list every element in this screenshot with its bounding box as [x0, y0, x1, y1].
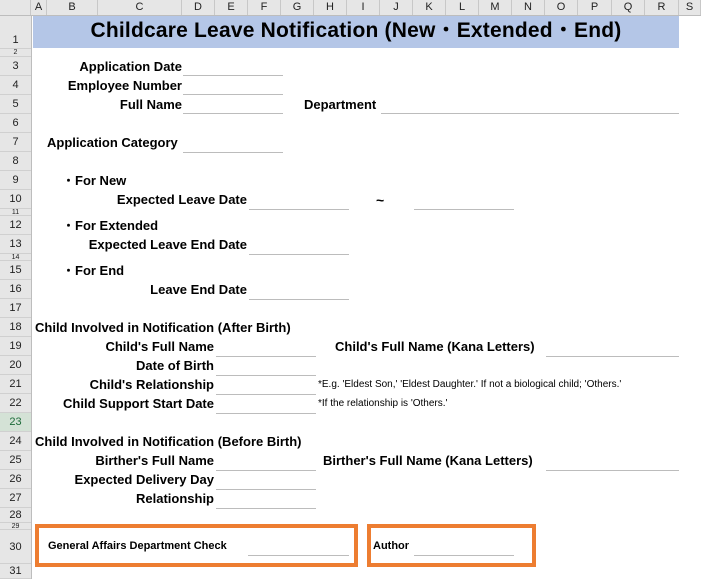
childs-full-name-kana-label: Child's Full Name (Kana Letters) — [335, 339, 535, 354]
row-header-18[interactable]: 18 — [0, 318, 31, 337]
birthers-full-name-kana-field[interactable] — [546, 453, 679, 471]
relationship-note: *E.g. 'Eldest Son,' 'Eldest Daughter.' If not a biological child; 'Others.' — [318, 379, 622, 390]
row-header-11[interactable]: 11 — [0, 209, 31, 216]
row-header-22[interactable]: 22 — [0, 394, 31, 413]
childs-relationship-label: Child's Relationship — [89, 377, 214, 392]
birthers-full-name-kana-label: Birther's Full Name (Kana Letters) — [323, 453, 533, 468]
childs-full-name-field[interactable] — [216, 339, 316, 357]
row-header-26[interactable]: 26 — [0, 470, 31, 489]
column-header-k[interactable]: K — [413, 0, 446, 15]
full-name-field[interactable] — [183, 96, 283, 114]
application-category-label: Application Category — [47, 135, 178, 150]
row-header-23-selected[interactable]: 23 — [0, 413, 31, 432]
select-all-corner[interactable] — [0, 0, 31, 15]
row-header-16[interactable]: 16 — [0, 280, 31, 299]
column-header-p[interactable]: P — [578, 0, 612, 15]
row-header-6[interactable]: 6 — [0, 114, 31, 133]
row-header-5[interactable]: 5 — [0, 95, 31, 114]
row-header-21[interactable]: 21 — [0, 375, 31, 394]
row-header-25[interactable]: 25 — [0, 451, 31, 470]
date-of-birth-field[interactable] — [216, 358, 316, 376]
row-header-4[interactable]: 4 — [0, 76, 31, 95]
column-header-bar — [0, 0, 701, 16]
row-header-24[interactable]: 24 — [0, 432, 31, 451]
department-label: Department — [304, 97, 377, 112]
row-header-15[interactable]: 15 — [0, 261, 31, 280]
row-header-30[interactable]: 30 — [0, 530, 31, 564]
application-category-field[interactable] — [183, 135, 283, 153]
column-header-n[interactable]: N — [512, 0, 545, 15]
childs-relationship-field[interactable] — [216, 377, 316, 395]
row-header-20[interactable]: 20 — [0, 356, 31, 375]
row-header-19[interactable]: 19 — [0, 337, 31, 356]
for-extended-label: ・For Extended — [62, 218, 159, 233]
employee-number-field[interactable] — [183, 77, 283, 95]
application-date-field[interactable] — [183, 58, 283, 76]
row-header-7[interactable]: 7 — [0, 133, 31, 152]
relationship-label: Relationship — [135, 491, 214, 506]
row-header-1[interactable]: 1 — [0, 16, 31, 49]
column-header-s[interactable]: S — [679, 0, 701, 15]
date-range-tilde: ~ — [376, 192, 385, 208]
column-header-d[interactable]: D — [182, 0, 215, 15]
child-support-start-date-label: Child Support Start Date — [63, 396, 214, 411]
row-header-17[interactable]: 17 — [0, 299, 31, 318]
author-label: Author — [373, 540, 410, 552]
row-header-13[interactable]: 13 — [0, 235, 31, 254]
row-header-27[interactable]: 27 — [0, 489, 31, 508]
column-header-c[interactable]: C — [98, 0, 182, 15]
column-header-f[interactable]: F — [248, 0, 281, 15]
childs-full-name-label: Child's Full Name — [105, 339, 214, 354]
column-header-h[interactable]: H — [314, 0, 347, 15]
general-affairs-check-field[interactable] — [248, 538, 349, 556]
row-header-10[interactable]: 10 — [0, 190, 31, 209]
expected-leave-end-date-field[interactable] — [249, 237, 349, 255]
leave-end-date-field[interactable] — [249, 282, 349, 300]
department-field[interactable] — [381, 96, 679, 114]
row-header-9[interactable]: 9 — [0, 171, 31, 190]
column-header-b[interactable]: B — [47, 0, 98, 15]
after-birth-heading: Child Involved in Notification (After Birth) — [35, 320, 291, 335]
row-header-8[interactable]: 8 — [0, 152, 31, 171]
for-new-label: ・For New — [62, 173, 127, 188]
row-header-29[interactable]: 29 — [0, 523, 31, 530]
expected-delivery-day-field[interactable] — [216, 472, 316, 490]
expected-leave-end-date-label: Expected Leave End Date — [88, 237, 247, 252]
column-header-g[interactable]: G — [281, 0, 314, 15]
row-header-12[interactable]: 12 — [0, 216, 31, 235]
column-header-l[interactable]: L — [446, 0, 479, 15]
date-of-birth-label: Date of Birth — [136, 358, 214, 373]
before-birth-heading: Child Involved in Notification (Before Birth) — [35, 434, 302, 449]
childs-full-name-kana-field[interactable] — [546, 339, 679, 357]
birthers-full-name-label: Birther's Full Name — [95, 453, 214, 468]
application-date-label: Application Date — [79, 59, 182, 74]
column-header-r[interactable]: R — [645, 0, 679, 15]
child-support-start-date-field[interactable] — [216, 396, 316, 414]
column-header-q[interactable]: Q — [612, 0, 645, 15]
column-header-a[interactable]: A — [31, 0, 47, 15]
full-name-label: Full Name — [119, 97, 182, 112]
employee-number-label: Employee Number — [67, 78, 182, 93]
row-header-31[interactable]: 31 — [0, 564, 31, 579]
form-title[interactable]: Childcare Leave Notification (New・Extended・End) — [90, 19, 622, 42]
leave-end-date-label: Leave End Date — [150, 282, 247, 297]
for-end-label: ・For End — [62, 263, 125, 278]
column-header-o[interactable]: O — [545, 0, 578, 15]
row-header-2[interactable]: 2 — [0, 49, 31, 57]
relationship-field[interactable] — [216, 491, 316, 509]
expected-leave-date-label: Expected Leave Date — [116, 192, 247, 207]
expected-leave-end-field[interactable] — [414, 192, 514, 210]
expected-delivery-day-label: Expected Delivery Day — [74, 472, 214, 487]
column-header-j[interactable]: J — [380, 0, 413, 15]
birthers-full-name-field[interactable] — [216, 453, 316, 471]
column-header-e[interactable]: E — [215, 0, 248, 15]
row-header-14[interactable]: 14 — [0, 254, 31, 261]
row-header-28[interactable]: 28 — [0, 508, 31, 523]
row-header-bar — [0, 16, 32, 579]
column-header-i[interactable]: I — [347, 0, 380, 15]
expected-leave-start-field[interactable] — [249, 192, 349, 210]
row-header-3[interactable]: 3 — [0, 57, 31, 76]
author-field[interactable] — [414, 538, 514, 556]
column-header-m[interactable]: M — [479, 0, 512, 15]
general-affairs-check-label: General Affairs Department Check — [48, 540, 227, 552]
support-note: *If the relationship is 'Others.' — [318, 398, 448, 409]
